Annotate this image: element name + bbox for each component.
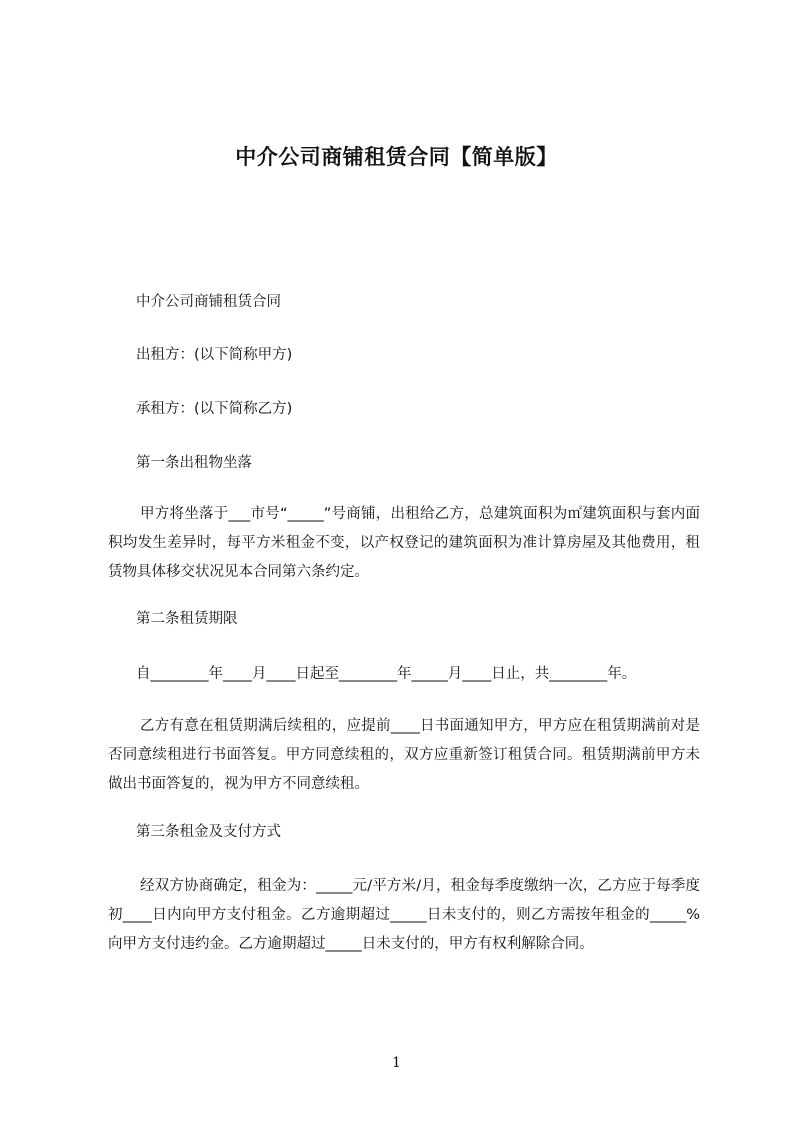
lessee-line: 承租方：(以下简称乙方) xyxy=(136,401,293,417)
article3-heading: 第三条租金及支付方式 xyxy=(136,824,281,840)
lease-term-line: 自________年____月____日起至________年_____月____日止，共________年。 xyxy=(136,666,637,682)
document-title: 中介公司商铺租赁合同【简单版】 xyxy=(235,145,558,169)
renewal-paragraph: 乙方有意在租赁期满后续租的，应提前____日书面通知甲方，甲方应在租赁期满前对是否同意续租进行书面答复。甲方同意续租的，双方应重新签订租赁合同。租赁期满前甲方未做出书面答复的，视为甲方不同意续租。 xyxy=(108,718,700,792)
article3-text: 经双方协商确定，租金为：_____元/平方米/月，租金每季度缴纳一次，乙方应于每季度初____日内向甲方支付租金。乙方逾期超过_____日未支付的，则乙方需按年租金的_____%向甲方支付违约金。乙方逾期超过_____日未支付的，甲方有权利解除合同。 xyxy=(108,878,700,952)
contract-heading: 中介公司商铺租赁合同 xyxy=(136,294,281,310)
lessor-line: 出租方：(以下简称甲方) xyxy=(136,347,293,363)
page-number: 1 xyxy=(392,1055,401,1071)
article1-text: 甲方将坐落于___市号“_____”号商铺，出租给乙方，总建筑面积为㎡建筑面积与套内面积均发生差异时，每平方米租金不变，以产权登记的建筑面积为准计算房屋及其他费用，租赁物具体移交状况见本合同第六条约定。 xyxy=(108,506,700,580)
article1-heading: 第一条出租物坐落 xyxy=(136,455,252,471)
article2-heading: 第二条租赁期限 xyxy=(136,611,238,627)
